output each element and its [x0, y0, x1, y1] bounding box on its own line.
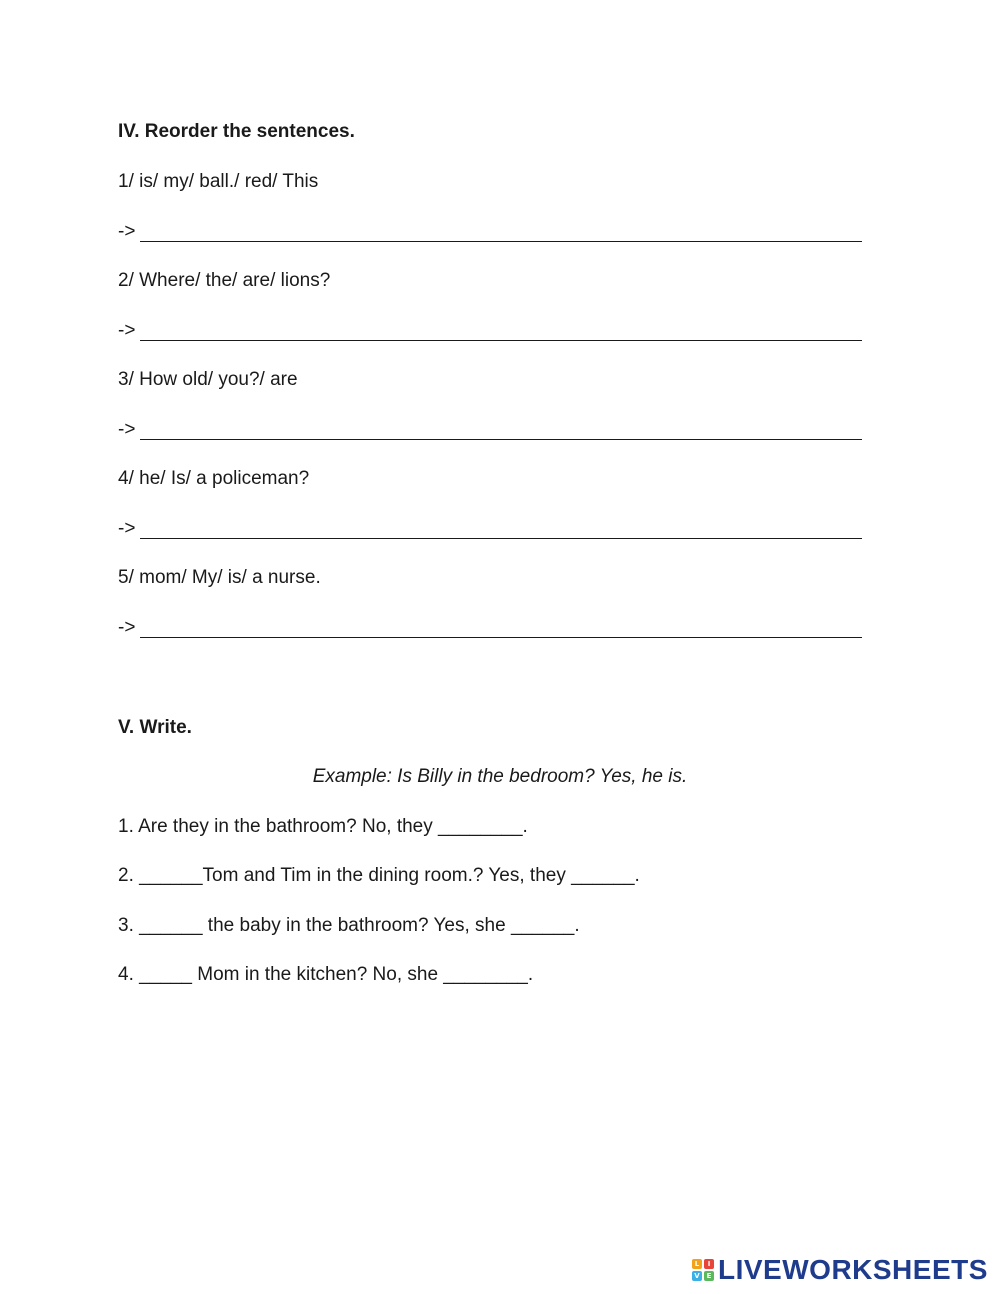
answer-blank[interactable] [140, 538, 862, 539]
answer-arrow: -> [118, 518, 136, 539]
logo-tile-v: V [692, 1271, 702, 1281]
answer-line-3[interactable] [118, 418, 862, 442]
answer-line-4[interactable] [118, 517, 862, 541]
answer-line-1[interactable] [118, 220, 862, 244]
answer-arrow: -> [118, 419, 136, 440]
answer-blank[interactable] [140, 637, 862, 638]
logo-tile-i: I [704, 1259, 714, 1269]
answer-blank[interactable] [140, 241, 862, 242]
answer-arrow: -> [118, 221, 136, 242]
reorder-item-1: 1/ is/ my/ ball./ red/ This [118, 171, 319, 192]
answer-arrow: -> [118, 320, 136, 341]
reorder-item-2: 2/ Where/ the/ are/ lions? [118, 270, 331, 291]
write-item-2: 2. ______Tom and Tim in the dining room.? Yes, they ______. [118, 865, 640, 886]
answer-line-2[interactable] [118, 319, 862, 343]
answer-blank[interactable] [140, 340, 862, 341]
logo-text: LIVEWORKSHEETS [718, 1254, 988, 1285]
write-item-4: 4. _____ Mom in the kitchen? No, she ________. [118, 964, 534, 985]
write-item-3: 3. ______ the baby in the bathroom? Yes, she ______. [118, 915, 580, 936]
section-5-heading: V. Write. [118, 717, 192, 738]
section-4-heading: IV. Reorder the sentences. [118, 121, 355, 142]
write-item-1: 1. Are they in the bathroom? No, they ________. [118, 816, 528, 837]
logo-icon [692, 1259, 714, 1281]
answer-line-5[interactable] [118, 616, 862, 640]
answer-arrow: -> [118, 617, 136, 638]
reorder-item-4: 4/ he/ Is/ a policeman? [118, 468, 310, 489]
example-sentence: Example: Is Billy in the bedroom? Yes, he is. [312, 766, 688, 787]
reorder-item-3: 3/ How old/ you?/ are [118, 369, 298, 390]
reorder-item-5: 5/ mom/ My/ is/ a nurse. [118, 567, 321, 588]
logo-tile-l: L [692, 1259, 702, 1269]
answer-blank[interactable] [140, 439, 862, 440]
liveworksheets-logo [692, 1256, 988, 1284]
logo-tile-e: E [704, 1271, 714, 1281]
